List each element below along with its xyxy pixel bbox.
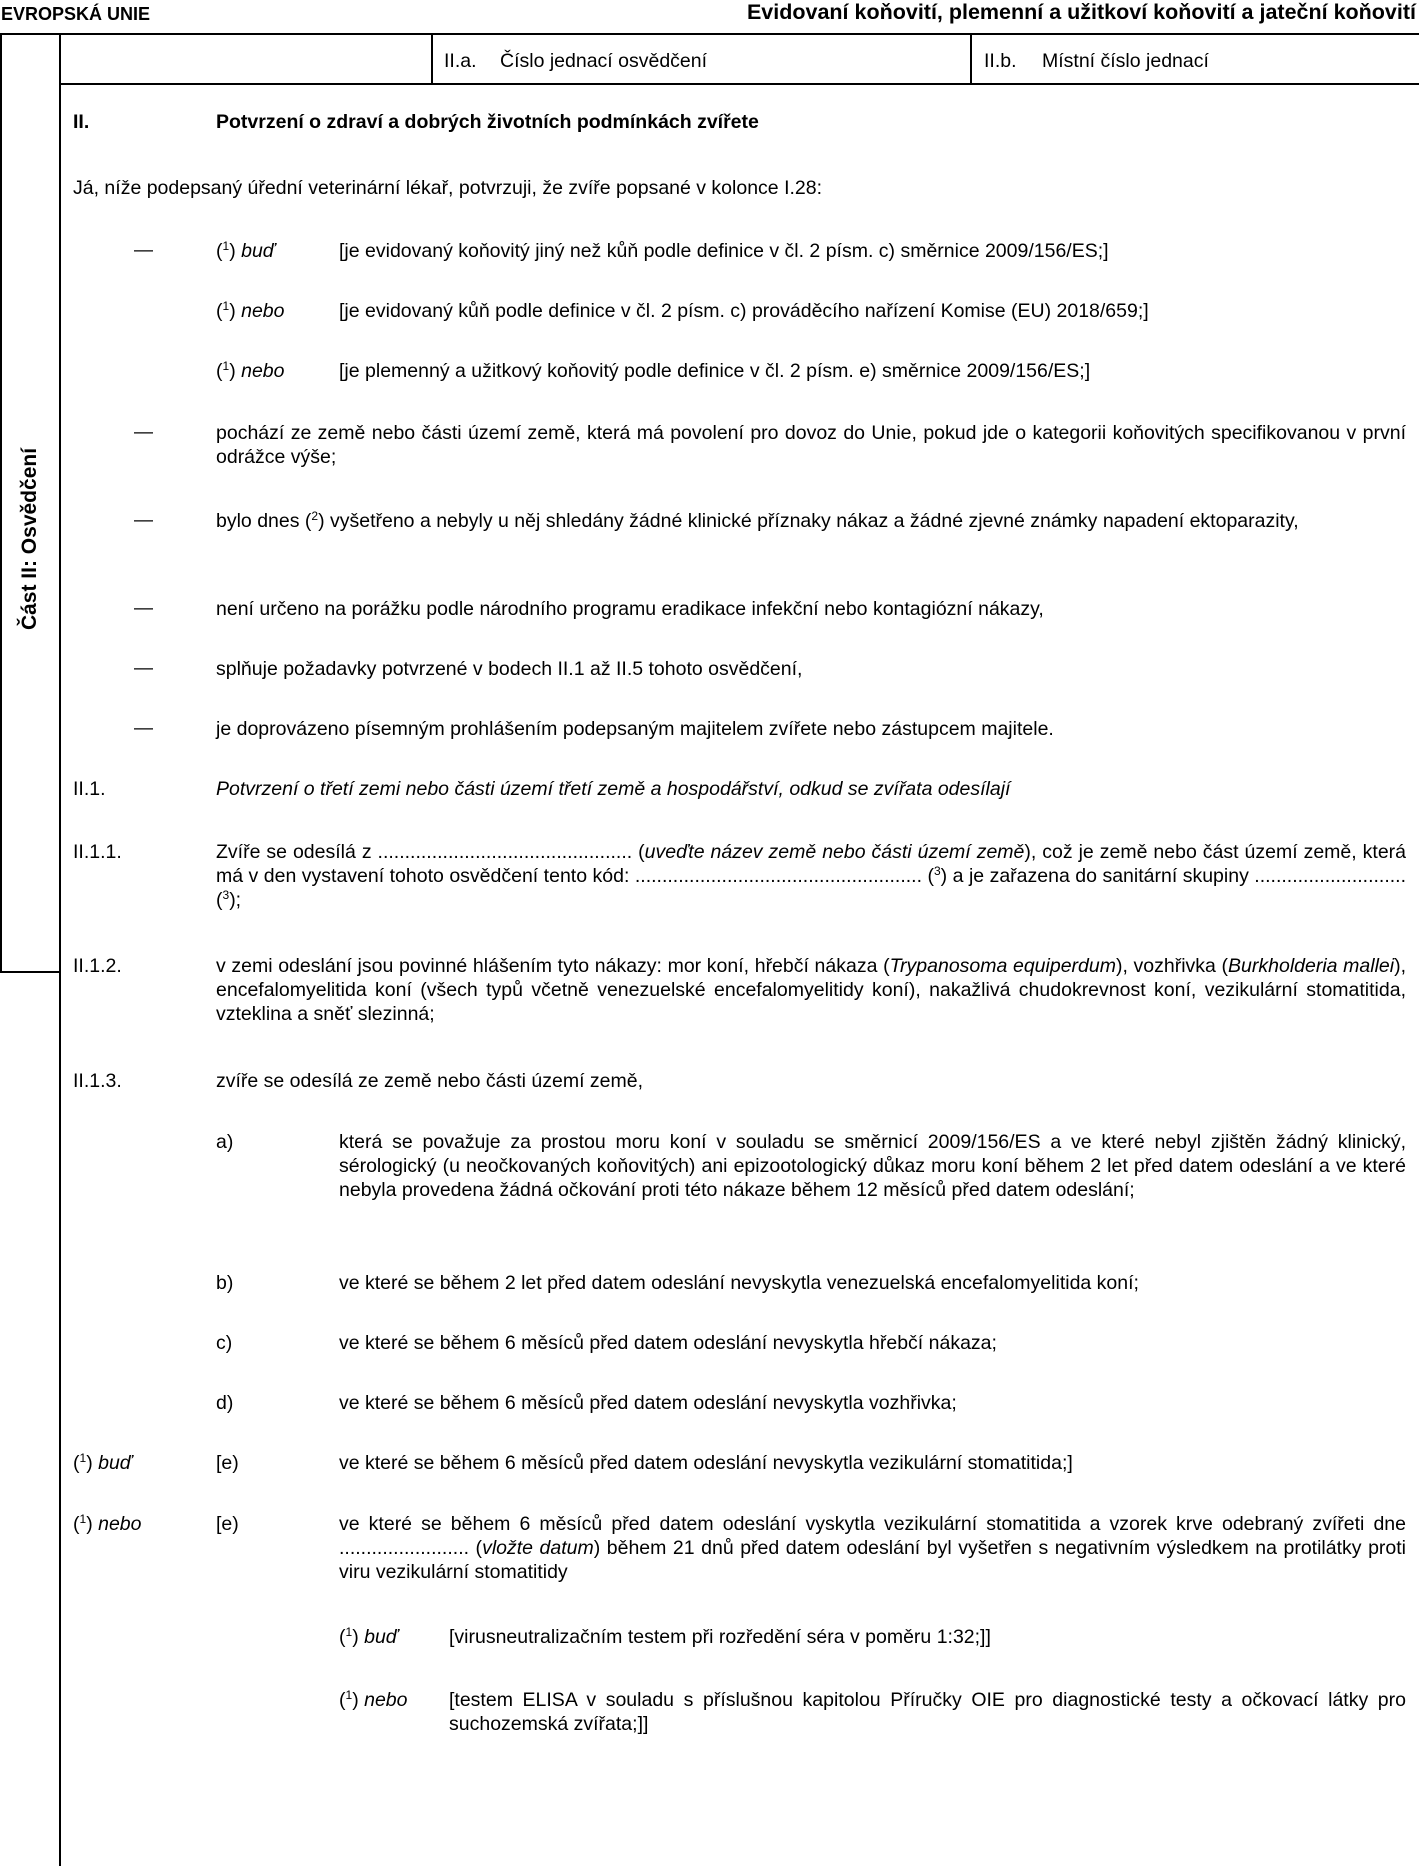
ref-a-label: Číslo jednací osvědčení <box>500 50 708 72</box>
option-2-text: [je evidovaný kůň podle definice v čl. 2 písm. c) prováděcího nařízení Komise (EU) 2018/659;] <box>339 300 1149 322</box>
dash-mark: — <box>134 240 153 261</box>
item-d-label: d) <box>216 1392 234 1414</box>
item-e1-text: ve které se během 6 měsíců před datem odeslání nevyskytla vezikulární stomatitida;] <box>339 1452 1073 1474</box>
dash-mark: — <box>134 422 153 443</box>
subsection-11-code: II.1.1. <box>73 841 122 863</box>
item-e2-label: [e) <box>216 1513 239 1535</box>
option-1-text: [je evidovaný koňovitý jiný než kůň podle definice v čl. 2 písm. c) směrnice 2009/156/ES;] <box>339 240 1109 262</box>
ref-a-code: II.a. <box>444 50 477 72</box>
item-c-label: c) <box>216 1332 233 1354</box>
item-b-text: ve které se během 2 let před datem odeslání nevyskytla venezuelská encefalomyelitida koní; <box>339 1272 1139 1294</box>
section-code: II. <box>73 111 90 133</box>
item-b-label: b) <box>216 1272 234 1294</box>
ref-divider-left <box>431 33 433 84</box>
test-1-text: [virusneutralizačním testem při rozředění séra v poměru 1:32;]] <box>449 1626 991 1648</box>
item-e2-marker: ($^1$) nebo <box>73 1512 142 1535</box>
bullet-5: je doprovázeno písemným prohlášením podepsaným majitelem zvířete nebo zástupcem majitele. <box>216 718 1054 740</box>
subsection-13-text: zvíře se odesílá ze země nebo části území země, <box>216 1070 644 1092</box>
dash-mark: — <box>134 658 153 679</box>
header-certificate-title: Evidovaní koňovití, plemenní a užitkoví koňovití a jateční koňovití <box>746 0 1416 24</box>
section-title: Potvrzení o zdraví a dobrých životních podmínkách zvířete <box>216 111 759 133</box>
frame-top-line <box>0 33 1419 35</box>
item-e1-label: [e) <box>216 1452 239 1474</box>
subsection-13-code: II.1.3. <box>73 1070 122 1092</box>
subsection-12-text: v zemi odeslání jsou povinné hlášením tyto nákazy: mor koní, hřebčí nákaza (Trypanosoma equiperdum), vozhřivka (Burkholderia mallei), encefalomyelitida koní (všech typů včetně venezuelské encefalomyelitidy koní), nakažlivá chudokrevnost koní, vezikulární stomatitida, vzteklina a sněť slezinná; <box>216 955 1406 1025</box>
option-1-marker: ($^1$) buď <box>216 239 275 262</box>
subsection-1-title: Potvrzení o třetí zemi nebo části území třetí země a hospodářství, odkud se zvířata odesílají <box>216 778 1011 800</box>
subsection-11-text: Zvíře se odesílá z ............................................... (uveďte název země nebo části území země), což je země nebo část území země, která má v den vystavení tohoto osvědčení tento kód: ..................................................... ($^3$) a je zařazena do sanitární skupiny ............................ ($^3$); <box>216 841 1407 911</box>
item-e2-text: ve které se během 6 měsíců před datem odeslání vyskytla vezikulární stomatitida a vzorek krve odebraný zvířeti dne ........................ (vložte datum) během 21 dnů před datem odeslání byl vyšetřen s negativním výsledkem na protilátky proti viru vezikulární stomatitidy <box>339 1513 1406 1583</box>
item-a-label: a) <box>216 1131 234 1153</box>
test-2-marker: ($^1$) nebo <box>339 1688 408 1711</box>
ref-b-code: II.b. <box>984 50 1017 72</box>
section-intro: Já, níže podepsaný úřední veterinární lékař, potvrzuji, že zvíře popsané v kolonce I.28: <box>73 177 823 199</box>
item-c-text: ve které se během 6 měsíců před datem odeslání nevyskytla hřebčí nákaza; <box>339 1332 997 1354</box>
item-e1-marker: ($^1$) buď <box>73 1451 132 1474</box>
option-3-marker: ($^1$) nebo <box>216 359 285 382</box>
side-column <box>0 34 60 972</box>
side-label: Část II: Osvědčení <box>18 447 41 631</box>
ref-divider-mid <box>970 33 972 84</box>
ref-b-label: Místní číslo jednací <box>1042 50 1209 72</box>
bullet-1: pochází ze země nebo části území země, která má povolení pro dovoz do Unie, pokud jde o kategorii koňovitých specifikovanou v první odrážce výše; <box>216 422 1406 468</box>
dash-mark: — <box>134 718 153 739</box>
bullet-2: bylo dnes ($^2$) vyšetřeno a nebyly u něj shledány žádné klinické příznaky nákaz a žádné zjevné známky napadení ektoparazity, <box>216 509 1299 532</box>
subsection-12-code: II.1.2. <box>73 955 122 977</box>
ref-bottom-line <box>59 83 1419 85</box>
item-d-text: ve které se během 6 měsíců před datem odeslání nevyskytla vozhřivka; <box>339 1392 957 1414</box>
bullet-3: není určeno na porážku podle národního programu eradikace infekční nebo kontagiózní nákazy, <box>216 598 1044 620</box>
dash-mark: — <box>134 510 153 531</box>
item-a-text: která se považuje za prostou moru koní v souladu se směrnicí 2009/156/ES a ve které nebyl zjištěn žádný klinický, sérologický (u neočkovaných koňovitých) ani epizootologický důkaz moru koní během 2 let před datem odeslání a ve které nebyla provedena žádná očkování proti této nákaze během 12 měsíců před datem odeslání; <box>339 1131 1406 1201</box>
subsection-1-code: II.1. <box>73 778 106 800</box>
bullet-4: splňuje požadavky potvrzené v bodech II.1 až II.5 tohoto osvědčení, <box>216 658 803 680</box>
test-1-marker: ($^1$) buď <box>339 1625 398 1648</box>
option-3-text: [je plemenný a užitkový koňovitý podle definice v čl. 2 písm. e) směrnice 2009/156/ES;] <box>339 360 1091 382</box>
test-2-text: [testem ELISA v souladu s příslušnou kapitolou Příručky OIE pro diagnostické testy a očkovací látky pro suchozemská zvířata;]] <box>449 1689 1406 1735</box>
header-union: EVROPSKÁ UNIE <box>1 4 151 24</box>
option-2-marker: ($^1$) nebo <box>216 299 285 322</box>
dash-mark: — <box>134 598 153 619</box>
